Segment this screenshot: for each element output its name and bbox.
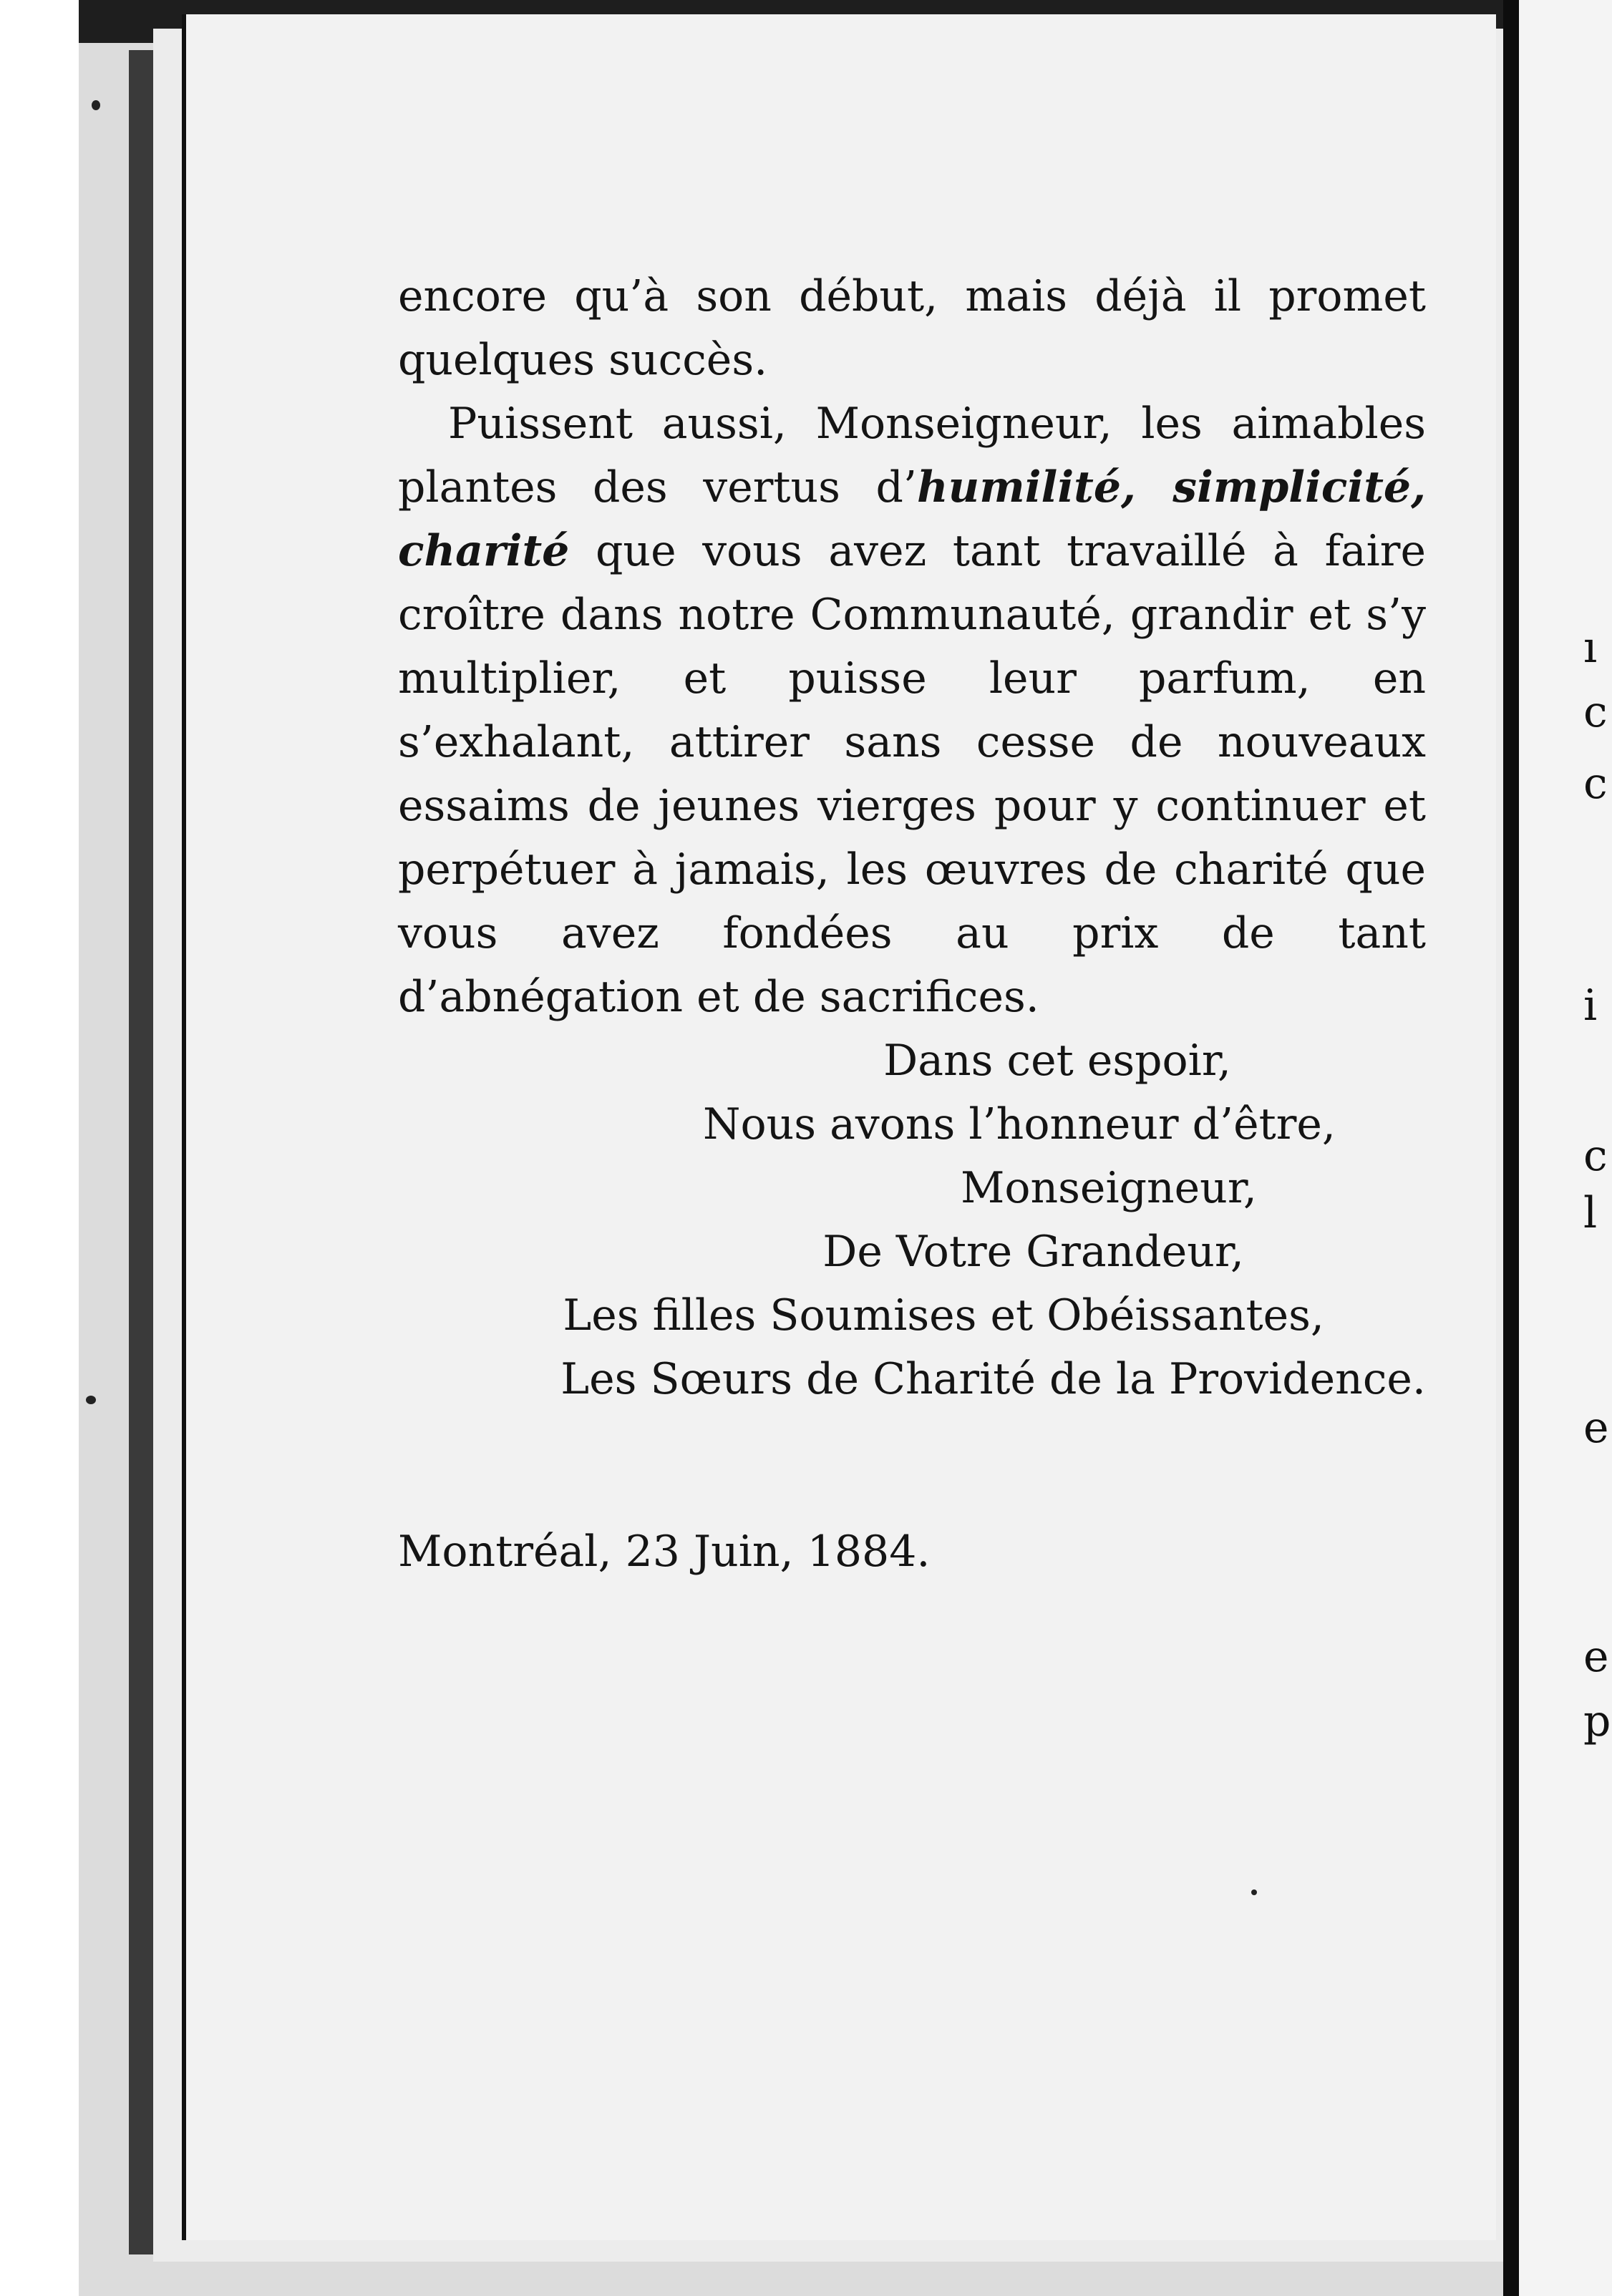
adjacent-page-fragment: c	[1583, 687, 1608, 737]
closing-line-espoir: Dans cet espoir,	[883, 1036, 1231, 1086]
adjacent-page-fragment: i	[1583, 981, 1598, 1031]
closing-line-signature: Les Sœurs de Charité de la Providence.	[560, 1354, 1426, 1404]
closing-line-monseigneur: Monseigneur,	[960, 1163, 1257, 1213]
scan-speck	[1251, 1889, 1257, 1895]
letter-body	[398, 265, 1426, 1584]
paragraph-main-part1: Puissent aussi, Monseigneur, les aimables plantes des vertus d’	[398, 399, 1426, 512]
paragraph-main-virtues: humilité, simplicité, charité	[398, 462, 1426, 576]
paragraph-main-part2: que vous avez tant travaillé à faire croître dans notre Communauté, grandir et s’y multiplier, et puisse leur parfum, en s’exhalant, attirer sans cesse de nouveaux essaims de jeunes vierges pour y continuer et perpétuer à jamais, les œuvres de charité que vous avez fondées au prix de tant d’abnégation et de sacrifices.	[398, 526, 1426, 1022]
adjacent-page-fragment: c	[1583, 1131, 1608, 1181]
closing-line-honneur: Nous avons l’honneur d’être,	[702, 1099, 1336, 1149]
adjacent-page-fragment: e	[1583, 1632, 1609, 1682]
adjacent-page-fragment: p	[1583, 1696, 1611, 1746]
scan-left-margin	[0, 0, 79, 2296]
paragraph-main	[398, 392, 1426, 1029]
scan-speck	[86, 1396, 96, 1404]
adjacent-page-fragment: l	[1583, 1188, 1598, 1238]
closing-line-filles: Les filles Soumises et Obéissantes,	[563, 1290, 1324, 1341]
closing-line-grandeur: De Votre Grandeur,	[822, 1227, 1244, 1277]
adjacent-page-fragment: ı	[1583, 623, 1598, 673]
scan-left-border	[129, 50, 153, 2254]
adjacent-page-fragment: e	[1583, 1403, 1609, 1453]
adjacent-page-fragment: c	[1583, 759, 1608, 809]
dateline: Montréal, 23 Juin, 1884.	[398, 1527, 931, 1577]
paragraph-continued: encore qu’à son début, mais déjà il promet quelques succès.	[398, 271, 1426, 385]
scan-speck	[92, 100, 100, 110]
